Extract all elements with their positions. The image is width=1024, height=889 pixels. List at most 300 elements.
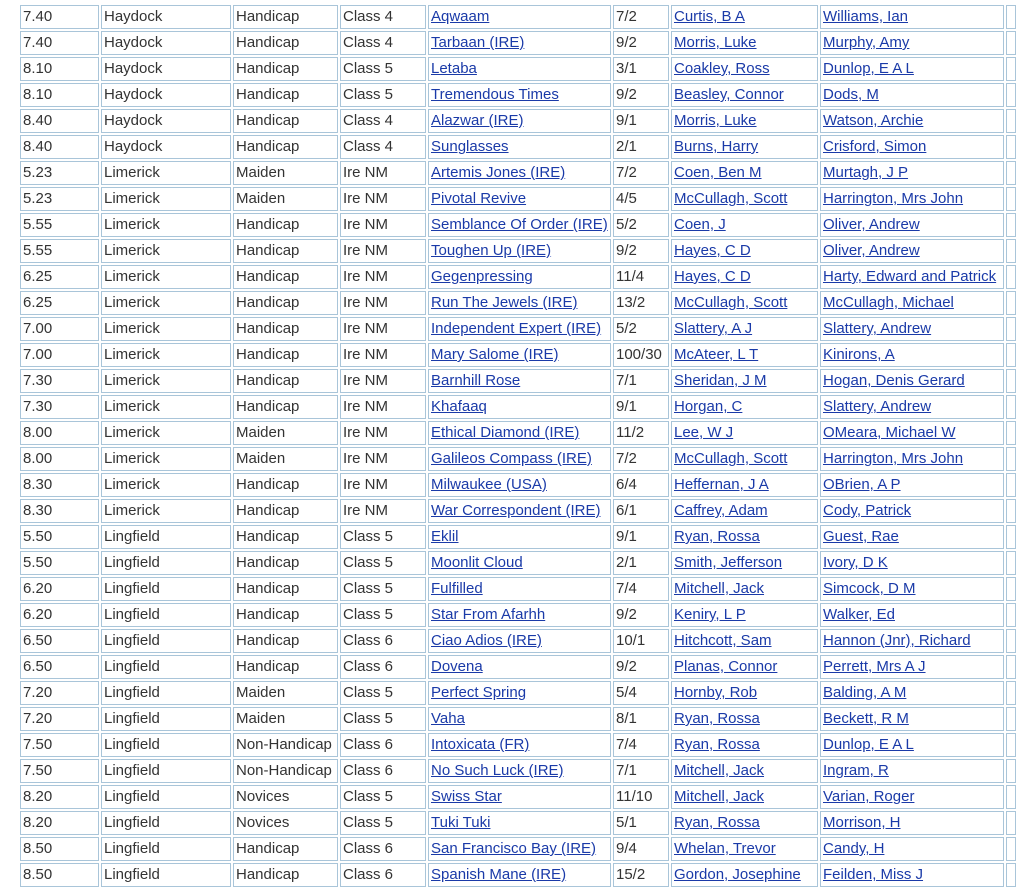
- race-class-cell: Class 5: [340, 83, 426, 107]
- race-class-cell: Class 6: [340, 837, 426, 861]
- extra-cell: [1006, 707, 1016, 731]
- horse-link[interactable]: Intoxicata (FR): [431, 736, 530, 753]
- course-cell: Limerick: [101, 395, 231, 419]
- jockey-cell: [671, 317, 818, 341]
- horse-cell: [428, 499, 611, 523]
- horse-link[interactable]: Milwaukee (USA): [431, 476, 547, 493]
- table-row: [20, 5, 1016, 29]
- trainer-link[interactable]: Perrett, Mrs A J: [823, 658, 926, 675]
- jockey-cell: [671, 603, 818, 627]
- jockey-link[interactable]: Sheridan, J M: [674, 372, 767, 389]
- jockey-link[interactable]: Burns, Harry: [674, 138, 759, 155]
- extra-cell: [1006, 5, 1016, 29]
- odds-cell: 9/4: [613, 837, 669, 861]
- horse-link[interactable]: Tremendous Times: [431, 86, 559, 103]
- jockey-link[interactable]: Mitchell, Jack: [674, 580, 765, 597]
- horse-cell: [428, 473, 611, 497]
- table-row: [20, 655, 1016, 679]
- jockey-link[interactable]: Whelan, Trevor: [674, 840, 776, 857]
- race-type-cell: Novices: [233, 785, 338, 809]
- horse-cell: [428, 187, 611, 211]
- jockey-link[interactable]: Ryan, Rossa: [674, 528, 760, 545]
- table-row: [20, 681, 1016, 705]
- race-class-cell: Ire NM: [340, 291, 426, 315]
- horse-cell: [428, 343, 611, 367]
- extra-cell: [1006, 161, 1016, 185]
- table-row: [20, 213, 1016, 237]
- trainer-link[interactable]: Watson, Archie: [823, 112, 924, 129]
- horse-link[interactable]: Ethical Diamond (IRE): [431, 424, 580, 441]
- odds-cell: 13/2: [613, 291, 669, 315]
- table-row: [20, 837, 1016, 861]
- race-time-cell: 8.10: [20, 57, 99, 81]
- horse-cell: [428, 317, 611, 341]
- jockey-cell: [671, 837, 818, 861]
- horse-link[interactable]: Alazwar (IRE): [431, 112, 524, 129]
- horse-link[interactable]: Run The Jewels (IRE): [431, 294, 578, 311]
- horse-link[interactable]: Barnhill Rose: [431, 372, 521, 389]
- trainer-link[interactable]: Dunlop, E A L: [823, 736, 914, 753]
- table-row: [20, 317, 1016, 341]
- jockey-cell: [671, 811, 818, 835]
- race-time-cell: 8.00: [20, 447, 99, 471]
- horse-cell: [428, 83, 611, 107]
- trainer-link[interactable]: OBrien, A P: [823, 476, 901, 493]
- odds-cell: 7/1: [613, 759, 669, 783]
- race-time-cell: 6.50: [20, 629, 99, 653]
- course-cell: Lingfield: [101, 681, 231, 705]
- race-time-cell: 8.40: [20, 135, 99, 159]
- jockey-link[interactable]: Smith, Jefferson: [674, 554, 783, 571]
- horse-cell: [428, 421, 611, 445]
- trainer-link[interactable]: Dunlop, E A L: [823, 60, 914, 77]
- table-body: [20, 5, 1016, 887]
- trainer-cell: [820, 291, 1004, 315]
- trainer-link[interactable]: Dods, M: [823, 86, 879, 103]
- jockey-link[interactable]: McCullagh, Scott: [674, 450, 788, 467]
- race-class-cell: Ire NM: [340, 447, 426, 471]
- odds-cell: 9/1: [613, 109, 669, 133]
- trainer-cell: [820, 239, 1004, 263]
- table-row: [20, 759, 1016, 783]
- jockey-link[interactable]: Ryan, Rossa: [674, 710, 760, 727]
- course-cell: Lingfield: [101, 655, 231, 679]
- course-cell: Haydock: [101, 83, 231, 107]
- horse-link[interactable]: Semblance Of Order (IRE): [431, 216, 608, 233]
- trainer-cell: [820, 837, 1004, 861]
- trainer-link[interactable]: Harrington, Mrs John: [823, 450, 964, 467]
- odds-cell: 15/2: [613, 863, 669, 887]
- table-row: [20, 525, 1016, 549]
- trainer-link[interactable]: Hannon (Jnr), Richard: [823, 632, 971, 649]
- table-row: [20, 83, 1016, 107]
- race-type-cell: Handicap: [233, 655, 338, 679]
- odds-cell: 7/2: [613, 161, 669, 185]
- horse-link[interactable]: Tarbaan (IRE): [431, 34, 525, 51]
- race-type-cell: Handicap: [233, 603, 338, 627]
- odds-cell: 4/5: [613, 187, 669, 211]
- trainer-link[interactable]: Cody, Patrick: [823, 502, 912, 519]
- jockey-link[interactable]: Morris, Luke: [674, 112, 757, 129]
- horse-cell: [428, 239, 611, 263]
- race-class-cell: Ire NM: [340, 343, 426, 367]
- odds-cell: 7/2: [613, 5, 669, 29]
- table-row: [20, 811, 1016, 835]
- race-type-cell: Handicap: [233, 213, 338, 237]
- jockey-cell: [671, 681, 818, 705]
- trainer-link[interactable]: Harty, Edward and Patrick: [823, 268, 997, 285]
- horse-link[interactable]: Letaba: [431, 60, 477, 77]
- race-type-cell: Maiden: [233, 421, 338, 445]
- race-class-cell: Class 5: [340, 57, 426, 81]
- trainer-link[interactable]: Guest, Rae: [823, 528, 899, 545]
- jockey-link[interactable]: Ryan, Rossa: [674, 814, 760, 831]
- trainer-link[interactable]: Oliver, Andrew: [823, 216, 920, 233]
- trainer-cell: [820, 369, 1004, 393]
- race-time-cell: 6.25: [20, 265, 99, 289]
- jockey-link[interactable]: Curtis, B A: [674, 8, 745, 25]
- race-type-cell: Handicap: [233, 265, 338, 289]
- horse-cell: [428, 5, 611, 29]
- odds-cell: 9/2: [613, 239, 669, 263]
- table-row: [20, 57, 1016, 81]
- course-cell: Lingfield: [101, 863, 231, 887]
- extra-cell: [1006, 785, 1016, 809]
- trainer-cell: [820, 707, 1004, 731]
- race-type-cell: Handicap: [233, 551, 338, 575]
- odds-cell: 11/4: [613, 265, 669, 289]
- horse-link[interactable]: San Francisco Bay (IRE): [431, 840, 597, 857]
- jockey-link[interactable]: Hayes, C D: [674, 242, 751, 259]
- race-class-cell: Ire NM: [340, 369, 426, 393]
- trainer-cell: [820, 499, 1004, 523]
- odds-cell: 9/1: [613, 395, 669, 419]
- race-type-cell: Handicap: [233, 369, 338, 393]
- extra-cell: [1006, 317, 1016, 341]
- trainer-link[interactable]: Murphy, Amy: [823, 34, 910, 51]
- horse-link[interactable]: Perfect Spring: [431, 684, 527, 701]
- course-cell: Lingfield: [101, 603, 231, 627]
- horse-link[interactable]: No Such Luck (IRE): [431, 762, 564, 779]
- extra-cell: [1006, 525, 1016, 549]
- race-time-cell: 6.25: [20, 291, 99, 315]
- course-cell: Limerick: [101, 473, 231, 497]
- trainer-link[interactable]: Harrington, Mrs John: [823, 190, 964, 207]
- trainer-cell: [820, 187, 1004, 211]
- horse-link[interactable]: Khafaaq: [431, 398, 487, 415]
- table-row: [20, 161, 1016, 185]
- odds-cell: 9/2: [613, 31, 669, 55]
- jockey-cell: [671, 135, 818, 159]
- horse-cell: [428, 759, 611, 783]
- race-results-table: [18, 3, 1018, 889]
- race-class-cell: Ire NM: [340, 265, 426, 289]
- race-time-cell: 7.00: [20, 317, 99, 341]
- jockey-cell: [671, 629, 818, 653]
- jockey-cell: [671, 707, 818, 731]
- horse-link[interactable]: Toughen Up (IRE): [431, 242, 552, 259]
- jockey-cell: [671, 525, 818, 549]
- jockey-link[interactable]: Coen, Ben M: [674, 164, 762, 181]
- horse-cell: [428, 551, 611, 575]
- race-class-cell: Class 4: [340, 135, 426, 159]
- horse-cell: [428, 369, 611, 393]
- horse-cell: [428, 603, 611, 627]
- horse-cell: [428, 525, 611, 549]
- trainer-cell: [820, 603, 1004, 627]
- horse-link[interactable]: Spanish Mane (IRE): [431, 866, 567, 883]
- race-type-cell: Maiden: [233, 707, 338, 731]
- table-row: [20, 421, 1016, 445]
- race-time-cell: 8.50: [20, 863, 99, 887]
- trainer-cell: [820, 655, 1004, 679]
- odds-cell: 7/4: [613, 733, 669, 757]
- jockey-link[interactable]: Heffernan, J A: [674, 476, 769, 493]
- jockey-link[interactable]: McAteer, L T: [674, 346, 759, 363]
- race-class-cell: Class 4: [340, 109, 426, 133]
- extra-cell: [1006, 187, 1016, 211]
- horse-cell: [428, 707, 611, 731]
- jockey-link[interactable]: Morris, Luke: [674, 34, 757, 51]
- jockey-link[interactable]: Mitchell, Jack: [674, 788, 765, 805]
- race-class-cell: Ire NM: [340, 421, 426, 445]
- trainer-cell: [820, 551, 1004, 575]
- trainer-link[interactable]: Oliver, Andrew: [823, 242, 920, 259]
- horse-link[interactable]: Sunglasses: [431, 138, 509, 155]
- race-type-cell: Handicap: [233, 57, 338, 81]
- jockey-cell: [671, 109, 818, 133]
- trainer-cell: [820, 83, 1004, 107]
- race-type-cell: Maiden: [233, 447, 338, 471]
- race-time-cell: 7.00: [20, 343, 99, 367]
- race-time-cell: 8.50: [20, 837, 99, 861]
- jockey-link[interactable]: Keniry, L P: [674, 606, 746, 623]
- horse-link[interactable]: Artemis Jones (IRE): [431, 164, 566, 181]
- trainer-link[interactable]: Murtagh, J P: [823, 164, 909, 181]
- race-type-cell: Handicap: [233, 317, 338, 341]
- jockey-cell: [671, 369, 818, 393]
- course-cell: Limerick: [101, 343, 231, 367]
- jockey-cell: [671, 499, 818, 523]
- jockey-link[interactable]: Hayes, C D: [674, 268, 751, 285]
- trainer-link[interactable]: Slattery, Andrew: [823, 320, 932, 337]
- jockey-cell: [671, 473, 818, 497]
- horse-cell: [428, 395, 611, 419]
- race-class-cell: Ire NM: [340, 317, 426, 341]
- trainer-cell: [820, 317, 1004, 341]
- extra-cell: [1006, 109, 1016, 133]
- trainer-link[interactable]: Ingram, R: [823, 762, 889, 779]
- odds-cell: 6/4: [613, 473, 669, 497]
- race-class-cell: Class 4: [340, 5, 426, 29]
- race-time-cell: 5.55: [20, 213, 99, 237]
- odds-cell: 5/4: [613, 681, 669, 705]
- trainer-cell: [820, 31, 1004, 55]
- table-row: [20, 31, 1016, 55]
- horse-cell: [428, 785, 611, 809]
- trainer-link[interactable]: Varian, Roger: [823, 788, 915, 805]
- horse-link[interactable]: Mary Salome (IRE): [431, 346, 559, 363]
- trainer-cell: [820, 785, 1004, 809]
- race-class-cell: Ire NM: [340, 187, 426, 211]
- extra-cell: [1006, 499, 1016, 523]
- race-class-cell: Ire NM: [340, 499, 426, 523]
- extra-cell: [1006, 733, 1016, 757]
- jockey-cell: [671, 239, 818, 263]
- table-row: [20, 447, 1016, 471]
- race-type-cell: Maiden: [233, 681, 338, 705]
- horse-link[interactable]: Vaha: [431, 710, 465, 727]
- odds-cell: 7/4: [613, 577, 669, 601]
- horse-link[interactable]: Dovena: [431, 658, 483, 675]
- trainer-link[interactable]: Ivory, D K: [823, 554, 888, 571]
- race-time-cell: 8.30: [20, 499, 99, 523]
- jockey-link[interactable]: Coen, J: [674, 216, 726, 233]
- table-row: [20, 473, 1016, 497]
- table-row: [20, 265, 1016, 289]
- jockey-link[interactable]: McCullagh, Scott: [674, 294, 788, 311]
- course-cell: Haydock: [101, 5, 231, 29]
- race-type-cell: Handicap: [233, 31, 338, 55]
- trainer-link[interactable]: McCullagh, Michael: [823, 294, 954, 311]
- horse-link[interactable]: War Correspondent (IRE): [431, 502, 601, 519]
- extra-cell: [1006, 811, 1016, 835]
- trainer-cell: [820, 629, 1004, 653]
- jockey-cell: [671, 161, 818, 185]
- horse-link[interactable]: Swiss Star: [431, 788, 502, 805]
- table-row: [20, 863, 1016, 887]
- race-time-cell: 5.50: [20, 551, 99, 575]
- race-type-cell: Maiden: [233, 187, 338, 211]
- race-type-cell: Handicap: [233, 343, 338, 367]
- horse-link[interactable]: Independent Expert (IRE): [431, 320, 602, 337]
- jockey-link[interactable]: Hornby, Rob: [674, 684, 758, 701]
- jockey-link[interactable]: Beasley, Connor: [674, 86, 784, 103]
- jockey-link[interactable]: Ryan, Rossa: [674, 736, 760, 753]
- race-type-cell: Non-Handicap: [233, 759, 338, 783]
- trainer-link[interactable]: Feilden, Miss J: [823, 866, 924, 883]
- trainer-link[interactable]: Slattery, Andrew: [823, 398, 932, 415]
- horse-link[interactable]: Fulfilled: [431, 580, 483, 597]
- race-time-cell: 8.20: [20, 811, 99, 835]
- horse-link[interactable]: Moonlit Cloud: [431, 554, 523, 571]
- extra-cell: [1006, 863, 1016, 887]
- horse-cell: [428, 863, 611, 887]
- horse-cell: [428, 837, 611, 861]
- table-row: [20, 369, 1016, 393]
- race-class-cell: Class 6: [340, 629, 426, 653]
- table-row: [20, 707, 1016, 731]
- race-class-cell: Ire NM: [340, 395, 426, 419]
- race-time-cell: 7.50: [20, 759, 99, 783]
- jockey-link[interactable]: Horgan, C: [674, 398, 743, 415]
- table-row: [20, 499, 1016, 523]
- race-time-cell: 6.20: [20, 603, 99, 627]
- race-type-cell: Handicap: [233, 499, 338, 523]
- odds-cell: 2/1: [613, 551, 669, 575]
- race-class-cell: Class 5: [340, 603, 426, 627]
- trainer-link[interactable]: Crisford, Simon: [823, 138, 927, 155]
- horse-link[interactable]: Eklil: [431, 528, 459, 545]
- course-cell: Limerick: [101, 369, 231, 393]
- jockey-link[interactable]: Mitchell, Jack: [674, 762, 765, 779]
- race-results-container: [18, 3, 1018, 889]
- race-type-cell: Handicap: [233, 577, 338, 601]
- trainer-link[interactable]: Hogan, Denis Gerard: [823, 372, 965, 389]
- course-cell: Lingfield: [101, 733, 231, 757]
- jockey-link[interactable]: Hitchcott, Sam: [674, 632, 772, 649]
- table-row: [20, 395, 1016, 419]
- horse-cell: [428, 161, 611, 185]
- trainer-cell: [820, 265, 1004, 289]
- race-type-cell: Handicap: [233, 291, 338, 315]
- table-row: [20, 629, 1016, 653]
- trainer-link[interactable]: Kinirons, A: [823, 346, 895, 363]
- trainer-link[interactable]: Candy, H: [823, 840, 885, 857]
- jockey-link[interactable]: Slattery, A J: [674, 320, 753, 337]
- horse-link[interactable]: Pivotal Revive: [431, 190, 527, 207]
- course-cell: Haydock: [101, 57, 231, 81]
- odds-cell: 3/1: [613, 57, 669, 81]
- jockey-cell: [671, 551, 818, 575]
- trainer-cell: [820, 447, 1004, 471]
- race-class-cell: Class 6: [340, 655, 426, 679]
- jockey-link[interactable]: Lee, W J: [674, 424, 734, 441]
- trainer-link[interactable]: Walker, Ed: [823, 606, 895, 623]
- jockey-link[interactable]: Caffrey, Adam: [674, 502, 768, 519]
- horse-link[interactable]: Aqwaam: [431, 8, 490, 25]
- race-time-cell: 8.20: [20, 785, 99, 809]
- extra-cell: [1006, 83, 1016, 107]
- course-cell: Haydock: [101, 135, 231, 159]
- horse-cell: [428, 213, 611, 237]
- horse-link[interactable]: Galileos Compass (IRE): [431, 450, 592, 467]
- jockey-link[interactable]: Planas, Connor: [674, 658, 778, 675]
- race-class-cell: Class 5: [340, 707, 426, 731]
- trainer-link[interactable]: Beckett, R M: [823, 710, 909, 727]
- table-row: [20, 603, 1016, 627]
- jockey-link[interactable]: Gordon, Josephine: [674, 866, 801, 883]
- jockey-link[interactable]: McCullagh, Scott: [674, 190, 788, 207]
- extra-cell: [1006, 577, 1016, 601]
- trainer-cell: [820, 733, 1004, 757]
- horse-link[interactable]: Tuki Tuki: [431, 814, 491, 831]
- extra-cell: [1006, 291, 1016, 315]
- horse-link[interactable]: Ciao Adios (IRE): [431, 632, 542, 649]
- odds-cell: 5/2: [613, 317, 669, 341]
- trainer-link[interactable]: Balding, A M: [823, 684, 907, 701]
- odds-cell: 9/1: [613, 525, 669, 549]
- extra-cell: [1006, 31, 1016, 55]
- horse-link[interactable]: Star From Afarhh: [431, 606, 546, 623]
- horse-link[interactable]: Gegenpressing: [431, 268, 533, 285]
- trainer-link[interactable]: OMeara, Michael W: [823, 424, 956, 441]
- race-class-cell: Class 5: [340, 577, 426, 601]
- trainer-cell: [820, 57, 1004, 81]
- trainer-link[interactable]: Simcock, D M: [823, 580, 916, 597]
- trainer-cell: [820, 213, 1004, 237]
- race-time-cell: 6.20: [20, 577, 99, 601]
- extra-cell: [1006, 681, 1016, 705]
- course-cell: Limerick: [101, 265, 231, 289]
- jockey-link[interactable]: Coakley, Ross: [674, 60, 770, 77]
- race-time-cell: 7.50: [20, 733, 99, 757]
- race-time-cell: 7.40: [20, 5, 99, 29]
- odds-cell: 8/1: [613, 707, 669, 731]
- trainer-link[interactable]: Morrison, H: [823, 814, 901, 831]
- race-type-cell: Handicap: [233, 135, 338, 159]
- trainer-link[interactable]: Williams, Ian: [823, 8, 909, 25]
